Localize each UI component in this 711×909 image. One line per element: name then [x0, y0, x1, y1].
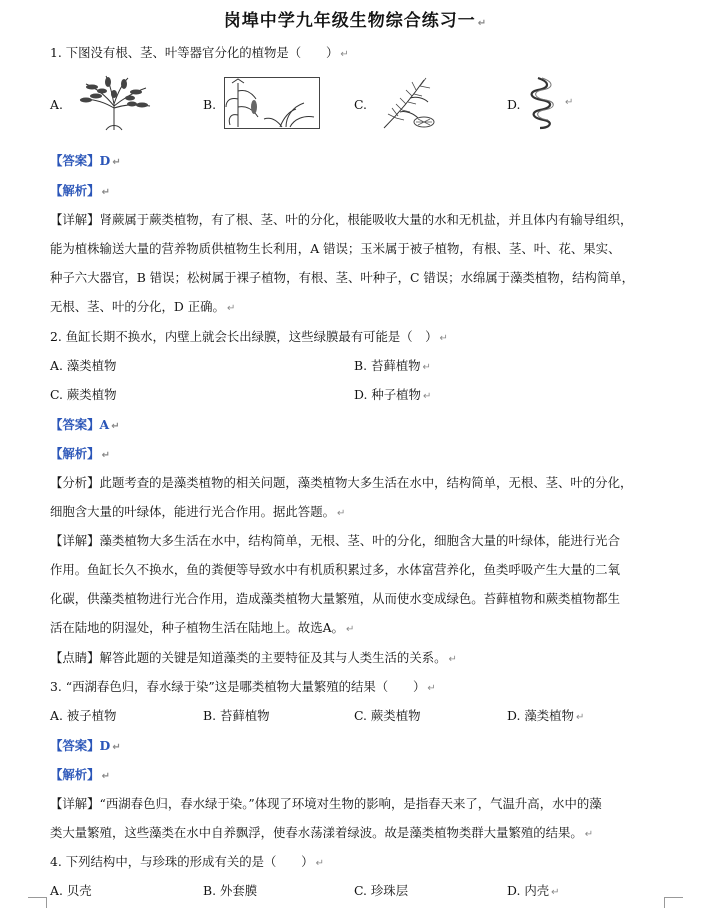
q1-detail-line-2: 能为植株输送大量的营养物质供植物生长利用，A 错误；玉米属于被子植物，有根、茎、叶、花、果实、 — [50, 241, 621, 256]
q1-answer: 【答案】D ↵ — [50, 153, 121, 168]
q3-stem: 3. “西湖春色归，春水绿于染”这是哪类植物大量繁殖的结果（ ） ↵ — [50, 679, 436, 694]
q1-option-a-label: A. — [50, 97, 63, 112]
q3-option-b: B. 苔藓植物 — [203, 708, 270, 723]
q3-option-d: D. 藻类植物 ↵ — [507, 708, 585, 723]
page-corner-mark-right — [664, 897, 683, 908]
q4-option-c: C. 珍珠层 — [354, 883, 409, 898]
q3-option-c: C. 蕨类植物 — [354, 708, 421, 723]
page-corner-mark-left — [28, 897, 47, 908]
q2-detail-line-3: 化碳，供藻类植物进行光合作用，造成藻类植物大量繁殖，从而使水变成绿色。苔藓植物和蕨类植物都生 — [50, 591, 620, 606]
q2-option-b: B. 苔藓植物 ↵ — [354, 358, 431, 373]
q1-detail-line-1: 【详解】肾蕨属于蕨类植物，有了根、茎、叶的分化，根能吸收大量的水和无机盐，并且体内有输导组织， — [50, 212, 633, 227]
q3-detail-line-2: 类大量繁殖，这些藻类在水中自养飘浮，使春水荡漾着绿波。故是藻类植物类群大量繁殖的结果。 ↵ — [50, 825, 594, 840]
q1-option-b-label: B. — [203, 97, 217, 112]
q2-option-d: D. 种子植物 ↵ — [354, 387, 432, 402]
q2-analysis-line-1: 【分析】此题考查的是藻类植物的相关问题，藻类植物大多生活在水中，结构简单，无根、茎、叶的分化， — [50, 475, 633, 490]
q2-option-a: A. 藻类植物 — [50, 358, 117, 373]
fern-plant-image — [76, 74, 152, 132]
q2-analysis-line-2: 细胞含大量的叶绿体，能进行光合作用。据此答题。 ↵ — [50, 504, 346, 519]
q1-detail-line-4: 无根、茎、叶的分化，D 正确。 ↵ — [50, 299, 236, 314]
q2-tip: 【点睛】解答此题的关键是知道藻类的主要特征及其与人类生活的关系。 ↵ — [50, 650, 457, 665]
q1-option-c-label: C. — [354, 97, 367, 112]
q3-jiexi: 【解析】 ↵ — [50, 767, 110, 782]
q2-detail-line-4: 活在陆地的阴湿处，种子植物生活在陆地上。故选A。 ↵ — [50, 620, 355, 635]
document-page: 岗埠中学九年级生物综合练习一 ↵ 1. 下图没有根、茎、叶等器官分化的植物是（ ） ↵ A. B. C. D. ↵ 【答案】D ↵ 【解析】 ↵ 【详解】肾蕨属于蕨类植物，有了根、茎、叶的分化，根能吸收大量的水和无机盐，并且体内有输导组织， 能为植株输送大量的营养物质供植物生长利用，A 错误；玉米属于被子植物，有根、茎、叶、花、果实、 种子六大器官，B 错误；松树属于裸子植物，有根、茎、叶种子，C 错误；水绵属于藻类植物，结构简单， 无根、茎、叶的分化，D 正确。 ↵ 2. 鱼缸长期不换水，内壁上就会长出绿膜，这些绿膜最有可能是（ ） ↵ A. 藻类植物 B. 苔藓植物 ↵ C. 蕨类植物 D. 种子植物 ↵ 【答案】A ↵ 【解析】 ↵ 【分析】此题考查的是藻类植物的相关问题，藻类植物大多生活在水中，结构简单，无根、茎、叶的分化， 细胞含大量的叶绿体，能进行光合作用。据此答题。 ↵ 【详解】藻类植物大多生活在水中，结构简单，无根、茎、叶的分化，细胞含大量的叶绿体，能进行光合 作用。鱼缸长久不换水，鱼的粪便等导致水中有机质积累过多，水体富营养化，鱼类呼吸产生大量的二氧 化碳，供藻类植物进行光合作用，造成藻类植物大量繁殖，从而使水变成绿色。苔藓植物和蕨类植物都生 活在陆地的阴湿处，种子植物生活在陆地上。故选A。 ↵ 【点睛】解答此题的关键是知道藻类的主要特征及其与人类生活的关系。 ↵ 3. “西湖春色归，春水绿于染”这是哪类植物大量繁殖的结果（ ） ↵ A. 被子植物 B. 苔藓植物 C. 蕨类植物 D. 藻类植物 ↵ 【答案】D ↵ 【解析】 ↵ 【详解】“西湖春色归，春水绿于染。”体现了环境对生物的影响，是指春天来了，气温升高，水中的藻 类大量繁殖，这些藻类在水中自养飘浮，使春水荡漾着绿波。故是藻类植物类群大量繁殖的结果。 ↵ 4. 下列结构中，与珍珠的形成有关的是（ ） ↵ A. 贝壳 B. 外套膜 C. 珍珠层 D. 内壳 ↵ — [0, 0, 711, 909]
q1-detail-line-3: 种子六大器官，B 错误；松树属于裸子植物，有根、茎、叶种子，C 错误；水绵属于藻类植物，结构简单， — [50, 270, 635, 285]
q4-stem: 4. 下列结构中，与珍珠的形成有关的是（ ） ↵ — [50, 854, 324, 869]
q1-jiexi: 【解析】 ↵ — [50, 183, 110, 198]
q3-answer: 【答案】D ↵ — [50, 738, 121, 753]
q2-jiexi: 【解析】 ↵ — [50, 446, 110, 461]
q3-option-a: A. 被子植物 — [50, 708, 117, 723]
q3-detail-line-1: 【详解】“西湖春色归，春水绿于染。”体现了环境对生物的影响，是指春天来了，气温升高，水中的藻 — [50, 796, 602, 811]
q2-stem: 2. 鱼缸长期不换水，内壁上就会长出绿膜，这些绿膜最有可能是（ ） ↵ — [50, 329, 448, 344]
q4-option-b: B. 外套膜 — [203, 883, 258, 898]
q2-detail-line-2: 作用。鱼缸长久不换水，鱼的粪便等导致水中有机质积累过多，水体富营养化，鱼类呼吸产生大量的二氧 — [50, 562, 620, 577]
q2-detail-line-1: 【详解】藻类植物大多生活在水中，结构简单，无根、茎、叶的分化，细胞含大量的叶绿体，能进行光合 — [50, 533, 620, 548]
q4-option-a: A. 贝壳 — [50, 883, 92, 898]
page-title: 岗埠中学九年级生物综合练习一 ↵ — [223, 11, 488, 31]
q2-answer: 【答案】A ↵ — [50, 417, 120, 432]
q1-option-d-label: D. — [507, 97, 521, 112]
q1-stem: 1. 下图没有根、茎、叶等器官分化的植物是（ ） ↵ — [50, 45, 349, 60]
q2-option-c: C. 蕨类植物 — [50, 387, 117, 402]
q4-option-d: D. 内壳 ↵ — [507, 883, 560, 898]
pine-branch-image — [376, 74, 452, 132]
spirogyra-image — [528, 76, 556, 130]
corn-plant-image — [224, 77, 320, 129]
